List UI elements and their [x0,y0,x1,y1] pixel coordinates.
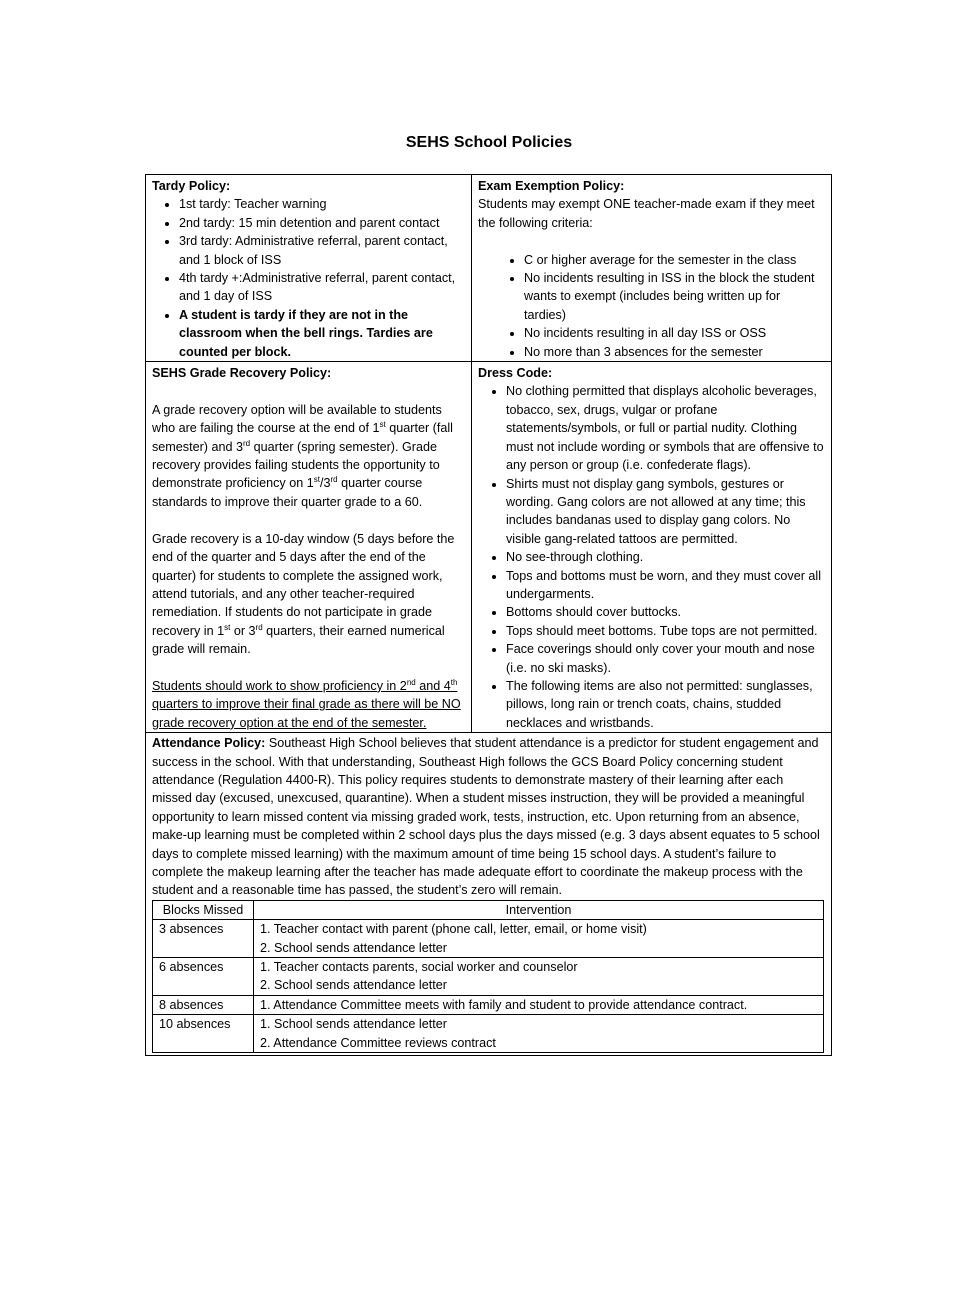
blocks-cell: 10 absences [153,1015,254,1053]
intervention-cell: 1. Attendance Committee meets with family and student to provide attendance contract. [254,995,824,1014]
recovery-paragraph-1: A grade recovery option will be available to students who are failing the course at the end of 1st quarter (fall semester) and 3rd quarter (spring semester). Grade recovery provides failing students the opportunity to demonstrate proficiency on 1st/3rd quarter course standards to improve their quarter grade to a 60. [152,402,453,509]
list-item: • No more than 3 absences for the semester [524,343,825,361]
list-item: • C or higher average for the semester in the class [524,251,825,269]
exam-heading: Exam Exemption Policy: [478,179,625,193]
dress-code-list [478,382,825,732]
dress-code-cell [472,362,831,732]
list-item: • Tops and bottoms must be worn, and they must cover all undergarments. [506,567,825,604]
intervention-cell: 1. Teacher contact with parent (phone call, letter, email, or home visit) 2. School sends attendance letter [254,920,824,958]
intervention-table [152,900,824,1053]
recovery-paragraph-2: Grade recovery is a 10-day window (5 days before the end of the quarter and 5 days after the end of the quarter) for students to complete the assigned work, attend tutorials, and any other teacher-required remediation. If students do not participate in grade recovery in 1st or 3rd quarters, their earned numerical grade will remain. [152,531,455,657]
list-item: • 3rd tardy: Administrative referral, parent contact, and 1 block of ISS [179,232,465,269]
table-header-row [153,900,824,919]
list-item: • 4th tardy +:Administrative referral, parent contact, and 1 day of ISS [179,269,465,306]
tardy-list [152,195,465,361]
table-row [153,1015,824,1053]
intervention-cell: 1. Teacher contacts parents, social worker and counselor 2. School sends attendance letter [254,958,824,996]
blocks-cell: 3 absences [153,920,254,958]
list-item: • No clothing permitted that displays alcoholic beverages, tobacco, sex, drugs, vulgar or profane statements/symbols, or full or partial nudity. Clothing must not include wording or symbols that are offensive to any person or group (i.e. confederate flags). [506,382,825,474]
attendance-paragraph: Attendance Policy: Southeast High School believes that student attendance is a predictor for student engagement and success in the school. With that understanding, Southeast High follows the GCS Board Policy concerning student attendance (Regulation 4400-R). This policy requires students to demonstrate mastery of their learning after each missed day (excused, unexcused, quarantine). When a student misses instruction, they will be provided a meaningful opportunity to learn missed content via missing graded work, tests, instruction, etc. Upon returning from an absence, make-up learning must be completed within 2 school days plus the days missed (e.g. 3 days absent equates to 5 school days to complete missed learning) with the maximum amount of time being 15 school days. A student’s failure to complete the makeup learning after the teacher has made adequate effort to coordinate the makeup process with the student and a reasonable time has passed, the student’s zero will remain. [152,736,820,898]
blocks-cell: 8 absences [153,995,254,1014]
row-recovery-dress [146,361,831,732]
list-item: • Shirts must not display gang symbols, gestures or wording. Gang colors are not allowed at any time; this includes bandanas used to display gang colors. No visible gang-related tattoos are permitted. [506,475,825,549]
exam-exemption-cell [472,175,831,361]
list-item: • No incidents resulting in ISS in the block the student wants to exempt (includes being written up for tardies) [524,269,825,324]
attendance-policy-cell [146,733,831,1055]
column-header: Blocks Missed [153,900,254,919]
page-title: SEHS School Policies [405,134,573,151]
policies-table [145,174,832,1056]
exam-intro: Students may exempt ONE teacher-made exam if they meet the following criteria: [478,197,815,230]
list-item: • Face coverings should only cover your mouth and nose (i.e. no ski masks). [506,640,825,677]
table-row [153,958,824,996]
list-item: • No incidents resulting in all day ISS or OSS [524,324,825,342]
exam-criteria-list [478,251,825,361]
intervention-cell: 1. School sends attendance letter 2. Attendance Committee reviews contract [254,1015,824,1053]
dress-heading: Dress Code: [478,366,553,381]
row-attendance [146,732,831,1055]
blocks-cell: 6 absences [153,958,254,996]
list-item: • Tops should meet bottoms. Tube tops are not permitted. [506,622,825,640]
grade-recovery-cell [146,362,472,732]
recovery-heading: SEHS Grade Recovery Policy: [152,366,332,381]
attendance-heading: Attendance Policy: [152,736,266,751]
list-item: • A student is tardy if they are not in the classroom when the bell rings. Tardies are counted per block. [179,306,465,361]
tardy-heading: Tardy Policy: [152,179,231,193]
row-tardy-exam [146,175,831,361]
list-item: • No see-through clothing. [506,548,825,566]
list-item: • The following items are also not permitted: sunglasses, pillows, long rain or trench coats, chains, studded necklaces and wristbands. [506,677,825,732]
column-header: Intervention [254,900,824,919]
list-item: • 1st tardy: Teacher warning [179,195,465,213]
recovery-paragraph-3: Students should work to show proficiency in 2nd and 4th quarters to improve their final grade as there will be NO grade recovery option at the end of the semester. [152,677,461,730]
list-item: • 2nd tardy: 15 min detention and parent contact [179,214,465,232]
tardy-policy-cell [146,175,472,361]
list-item: • Bottoms should cover buttocks. [506,603,825,621]
table-row [153,920,824,958]
table-row [153,995,824,1014]
